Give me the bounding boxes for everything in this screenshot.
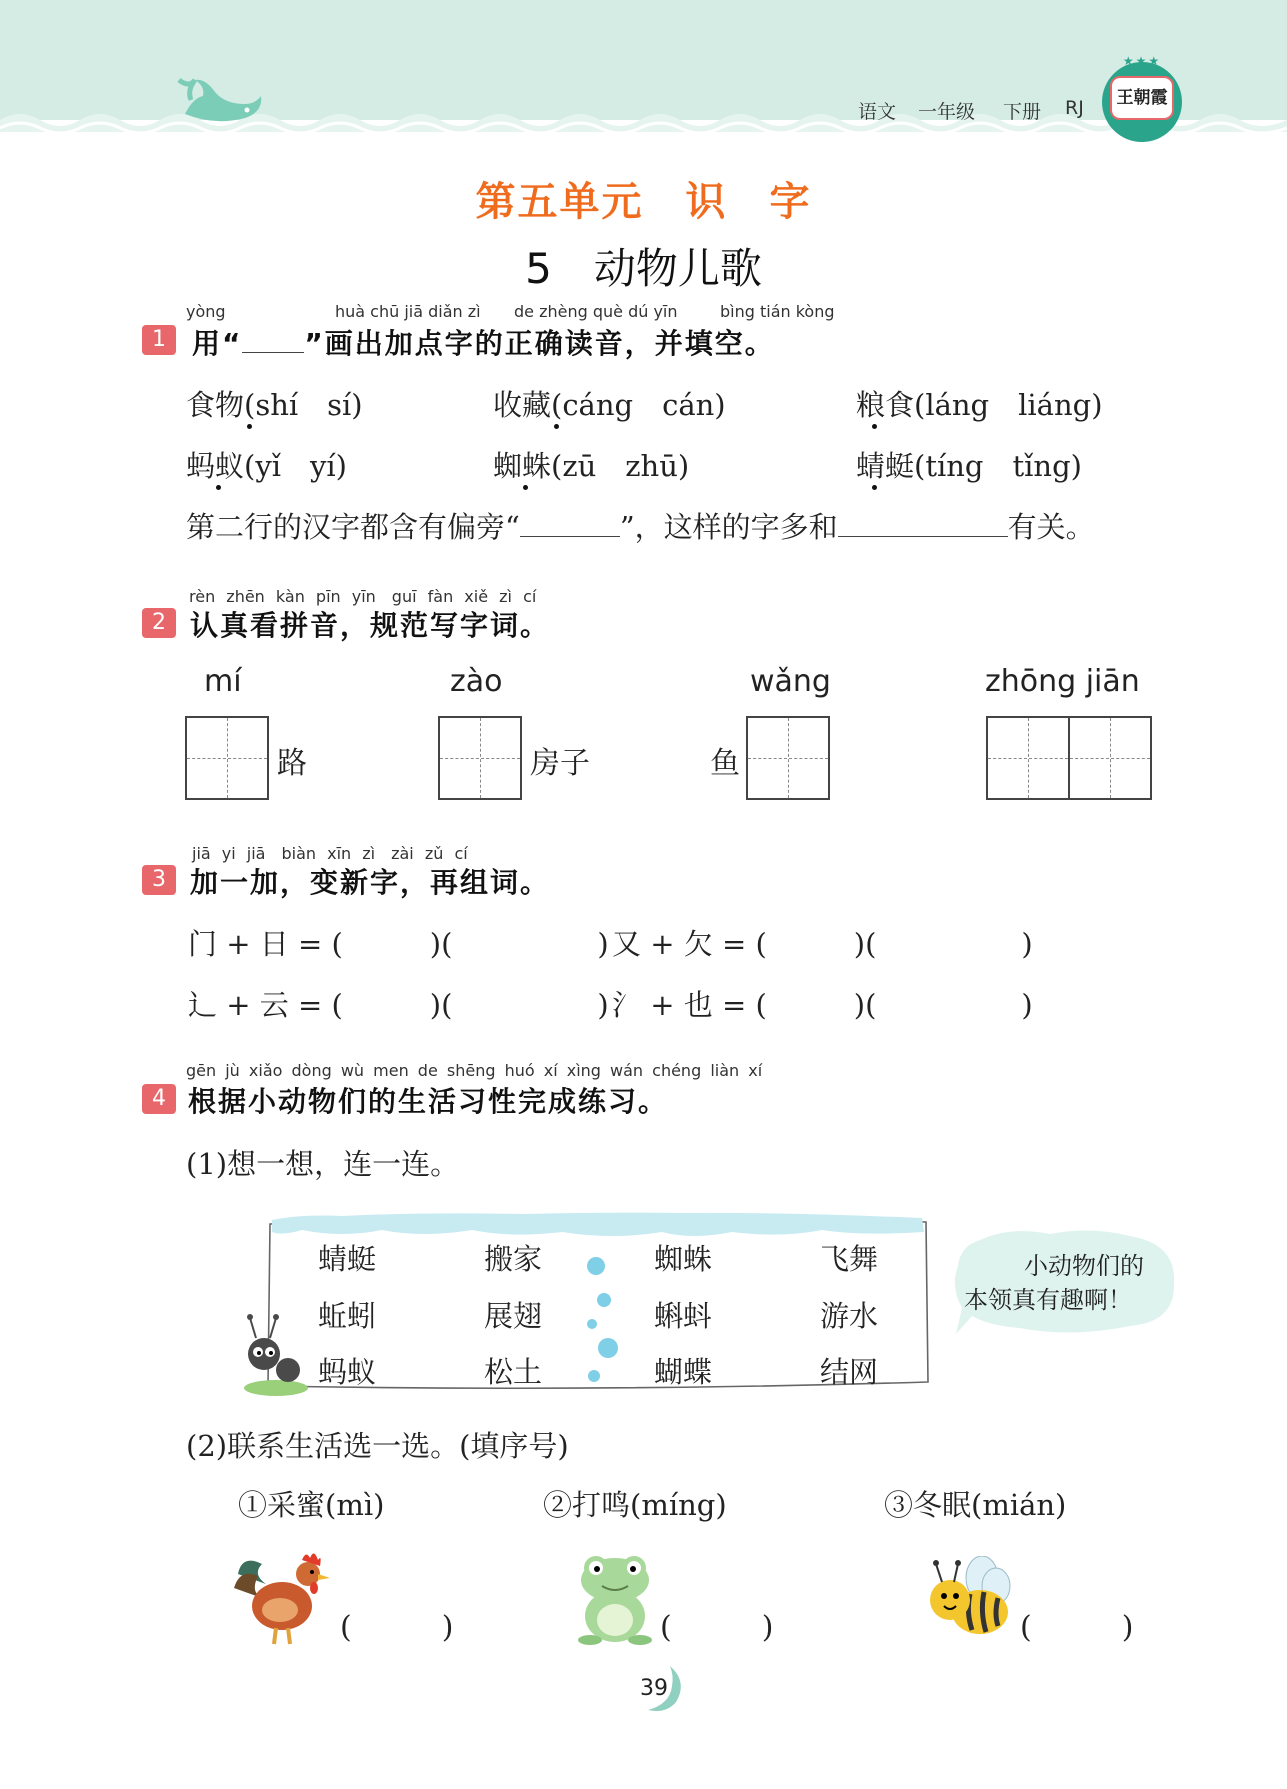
- q2-pinyin-1: mí: [204, 664, 242, 699]
- q1-option-5[interactable]: 蜘蛛(zū zhū): [493, 449, 690, 483]
- subject-label: 语文: [858, 101, 897, 123]
- frog-illustration: [572, 1550, 658, 1646]
- q1-fill-sentence: [186, 505, 1095, 546]
- match-right-animal-2[interactable]: 蝌蚪: [654, 1299, 713, 1333]
- emphasis-dot: [523, 485, 528, 490]
- q1-fill-c: 有关。: [1007, 510, 1095, 544]
- q2-pinyin-2: zào: [450, 664, 503, 699]
- q1-option-6[interactable]: 蜻蜓(tíng tǐng): [856, 449, 1082, 483]
- q1-prompt-b: ”画出加点字的正确读音，并填空。: [304, 327, 775, 360]
- q2-word-1: 路: [277, 746, 307, 781]
- choice-option-2[interactable]: ②打鸣(míng): [543, 1488, 727, 1522]
- emphasis-dot: [554, 424, 559, 429]
- match-right-action-3[interactable]: 结网: [820, 1355, 879, 1389]
- emphasis-dot: [872, 424, 877, 429]
- emphasis-dot: [216, 485, 221, 490]
- answer-blank-bee[interactable]: ( ): [1020, 1610, 1134, 1645]
- q1-pinyin-1: yòng: [186, 302, 226, 321]
- whale-icon: [175, 74, 275, 130]
- writing-grid[interactable]: [986, 716, 1070, 800]
- q1-option-2[interactable]: 收藏(cáng cán): [493, 388, 726, 422]
- q1-underline-sample: [242, 324, 304, 353]
- choice-option-1[interactable]: ①采蜜(mì): [238, 1488, 385, 1522]
- q4-subquestion-1: (1)想一想，连一连。: [186, 1147, 460, 1181]
- match-left-animal-3[interactable]: 蚂蚁: [318, 1355, 377, 1389]
- lesson-title: 5 动物儿歌: [525, 244, 762, 293]
- q2-pinyin-3: wǎng: [750, 664, 831, 699]
- edition-label: RJ: [1065, 97, 1084, 119]
- choice-option-3[interactable]: ③冬眠(mián): [884, 1488, 1067, 1522]
- q4-subquestion-2: (2)联系生活选一选。(填序号): [186, 1429, 569, 1463]
- brand-logo-text: 王朝霞: [1110, 76, 1174, 120]
- q2-word-3: 鱼: [710, 746, 740, 781]
- match-left-action-3[interactable]: 松土: [484, 1355, 543, 1389]
- term-label: 下册: [1003, 101, 1042, 123]
- q2-word-2: 房子: [530, 746, 590, 781]
- q2-pinyin: rèn zhēn kàn pīn yīn guī fàn xiě zì cí: [189, 587, 537, 606]
- q1-blank-meaning[interactable]: [838, 508, 1008, 537]
- writing-grid[interactable]: [746, 716, 830, 800]
- writing-grid[interactable]: [1068, 716, 1152, 800]
- q3-number-badge: 3: [142, 865, 176, 895]
- q1-option-1[interactable]: 食物(shí sí): [186, 388, 363, 422]
- unit-title: 第五单元 识 字: [475, 178, 812, 225]
- q1-prompt-a: 用“: [192, 327, 243, 360]
- q2-prompt: 认真看拼音，规范写字词。: [190, 609, 551, 642]
- match-right-animal-3[interactable]: 蝴蝶: [654, 1355, 713, 1389]
- writing-grid[interactable]: [438, 716, 522, 800]
- ant-illustration: [236, 1308, 316, 1398]
- bubble-text-line-2: 本领真有趣啊！: [964, 1286, 1132, 1314]
- q1-number-badge: 1: [142, 325, 176, 355]
- answer-blank-rooster[interactable]: ( ): [340, 1610, 454, 1645]
- page-number: 39: [640, 1676, 668, 1701]
- q1-blank-radical[interactable]: [520, 508, 620, 537]
- q1-pinyin-4: bìng tián kòng: [720, 302, 835, 321]
- q1-prompt: [192, 322, 775, 362]
- bee-illustration: [922, 1556, 1018, 1646]
- q1-fill-a: 第二行的汉字都含有偏旁“: [186, 510, 520, 544]
- q3-prompt: 加一加，变新字，再组词。: [190, 866, 551, 899]
- match-left-action-2[interactable]: 展翅: [484, 1299, 543, 1333]
- q1-option-4[interactable]: 蚂蚁(yǐ yí): [186, 449, 347, 483]
- emphasis-dot: [247, 424, 252, 429]
- rooster-illustration: [232, 1544, 336, 1652]
- q3-equation-1[interactable]: 门 + 日 = ( )( ): [188, 927, 609, 961]
- match-right-animal-1[interactable]: 蜘蛛: [654, 1242, 713, 1276]
- match-right-action-1[interactable]: 飞舞: [820, 1242, 879, 1276]
- q3-pinyin: jiā yi jiā biàn xīn zì zài zǔ cí: [192, 844, 468, 863]
- writing-grid[interactable]: [185, 716, 269, 800]
- q4-prompt: 根据小动物们的生活习性完成练习。: [188, 1085, 669, 1118]
- q2-pinyin-4: zhōng jiān: [985, 664, 1140, 699]
- q1-pinyin-2: huà chū jiā diǎn zì: [335, 302, 481, 321]
- match-left-animal-1[interactable]: 蜻蜓: [318, 1242, 377, 1276]
- match-left-animal-2[interactable]: 蚯蚓: [318, 1299, 377, 1333]
- grade-label: 一年级: [918, 101, 976, 123]
- bubble-text-line-1: 小动物们的: [1024, 1252, 1144, 1280]
- match-right-action-2[interactable]: 游水: [820, 1299, 879, 1333]
- q2-number-badge: 2: [142, 608, 176, 638]
- q1-pinyin-3: de zhèng què dú yīn: [514, 302, 678, 321]
- brand-seal: 王朝霞 ★★★: [1102, 62, 1182, 142]
- q4-pinyin: gēn jù xiǎo dòng wù men de shēng huó xí xìng wán chéng liàn xí: [186, 1061, 763, 1080]
- answer-blank-frog[interactable]: ( ): [660, 1610, 774, 1645]
- q3-equation-2[interactable]: 又 + 欠 = ( )( ): [612, 927, 1033, 961]
- q1-option-3[interactable]: 粮食(láng liáng): [856, 388, 1103, 422]
- q1-fill-b: ”，这样的字多和: [619, 510, 838, 544]
- q3-equation-4[interactable]: 氵 + 也 = ( )( ): [612, 988, 1033, 1022]
- match-left-action-1[interactable]: 搬家: [484, 1242, 543, 1276]
- q3-equation-3[interactable]: 辶 + 云 = ( )( ): [188, 988, 609, 1022]
- q4-number-badge: 4: [142, 1084, 176, 1114]
- emphasis-dot: [872, 485, 877, 490]
